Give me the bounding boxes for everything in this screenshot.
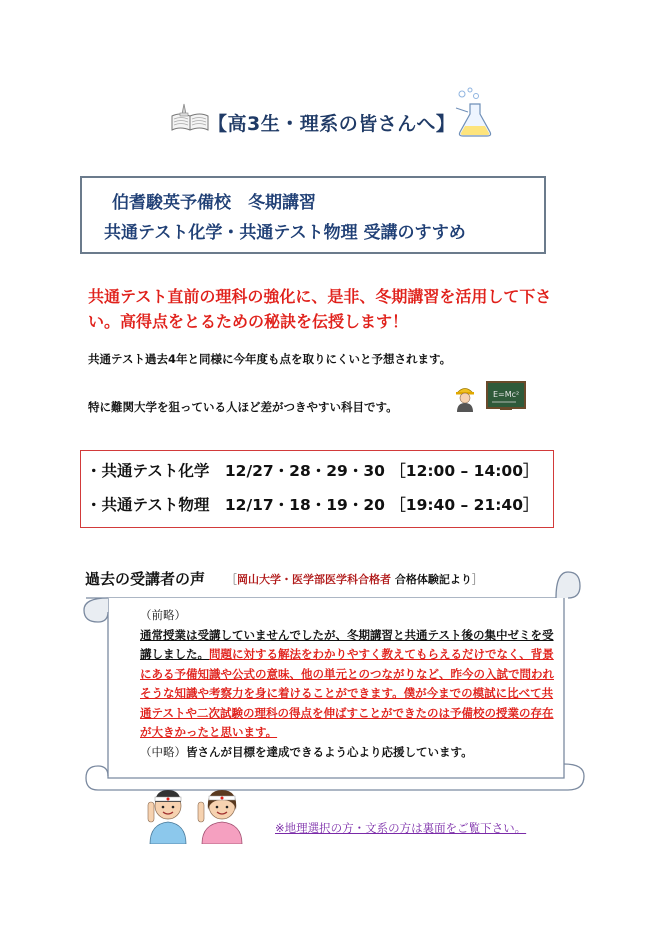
source-note: 合格体験記より (391, 573, 472, 586)
schedule-physics: ・共通テスト物理 12/17・18・19・20 ［19:40 – 21:40］ (86, 496, 539, 514)
blackboard-icon (486, 381, 526, 411)
page-title: 【高3生・理系の皆さんへ】 (208, 113, 456, 135)
source-bracket-close: ］ (471, 573, 483, 586)
students-illustration (146, 780, 250, 844)
body-text-2: 特に難関大学を狙っている人ほど差がつきやすい科目です。 (88, 400, 398, 414)
schedule-chemistry: ・共通テスト化学 12/27・28・29・30 ［12:00 – 14:00］ (86, 462, 539, 480)
course-title: 共通テスト化学・共通テスト物理 受講のすすめ (104, 223, 466, 243)
footer-note: ※地理選択の方・文系の方は裏面をご覧下さい。 (275, 821, 527, 835)
lead-text: 共通テスト直前の理科の強化に、是非、冬期講習を活用して下さい。高得点をとるための秘訣を伝授します！ (88, 287, 552, 331)
testimonial-segment-3: 皆さんが目標を達成できるよう心より応援しています。 (186, 744, 473, 759)
testimonial-segment-1: 通常授業は受講していませんでしたが、冬期講習と共通テスト後の集中ゼミを受講しました。 (140, 627, 554, 661)
testimonial-prefix: （前略） (140, 608, 186, 622)
book-icon (168, 100, 212, 140)
source-school: 岡山大学・医学部医学科合格者 (237, 573, 391, 586)
testimonial-body (140, 606, 558, 762)
testimonial-mid: （中略） (140, 744, 186, 759)
student-icon (452, 382, 478, 412)
testimonial-segment-2: 問題に対する解法をわかりやすく教えてもらえるだけでなく、背景にある予備知識や公式の意味、他の単元とのつながりなど、昨今の入試で問われそうな知識や考察力を身に着けることができます。僕が今までの模試に比べて共通テストや二次試験の理科の得点を伸ばすことができたのは予備校の授業の存在が大きかったと思います。 (140, 647, 554, 739)
testimonial-heading: 過去の受講者の声 (85, 570, 206, 588)
body-text-1: 共通テスト過去4年と同様に今年度も点を取りにくいと予想されます。 (88, 352, 452, 366)
svg-text:E=Mc²: E=Mc² (493, 390, 520, 399)
flask-icon (452, 86, 498, 138)
school-name: 伯耆駿英予備校 冬期講習 (112, 193, 316, 213)
testimonial-source (226, 571, 483, 587)
source-bracket-open: ［ (226, 573, 237, 586)
